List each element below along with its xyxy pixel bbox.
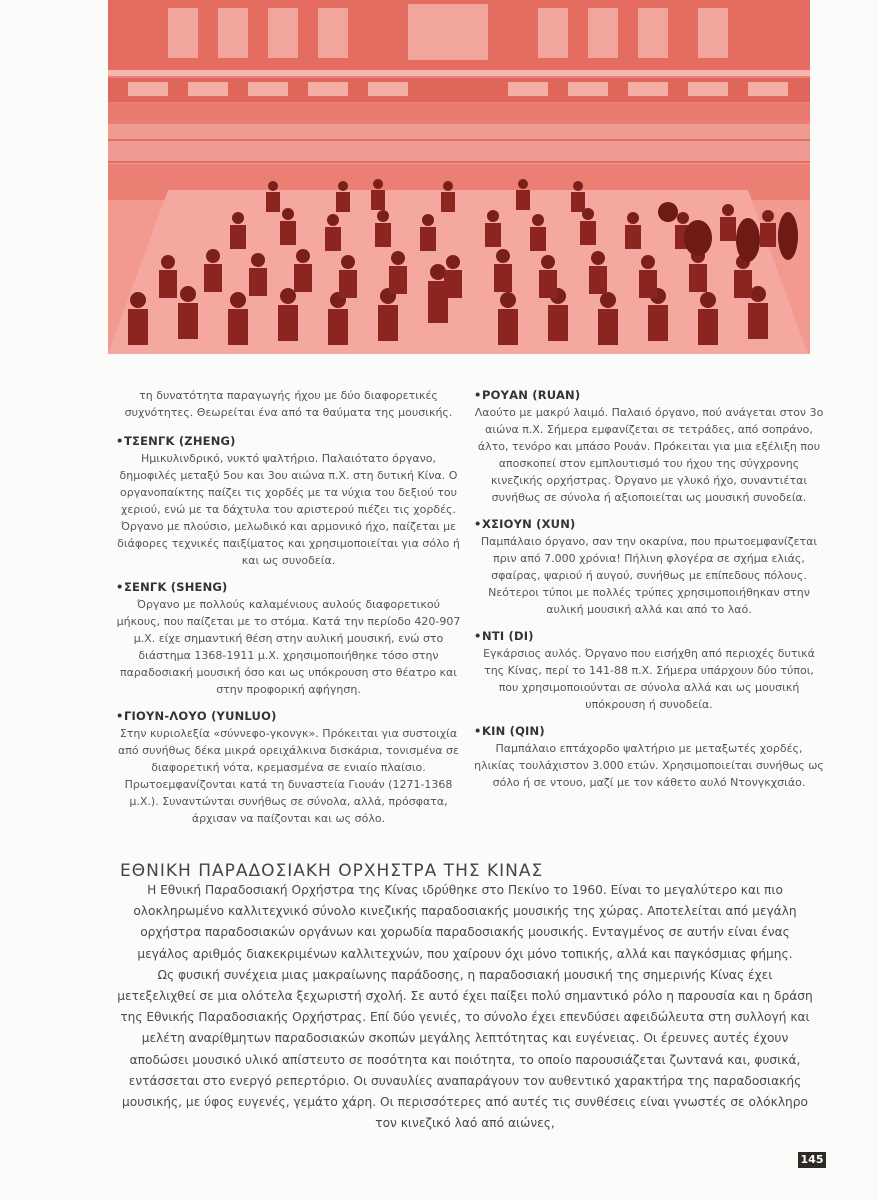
instrument-title: •ΡΟΥΑΝ (RUAN)	[474, 388, 581, 402]
instrument-description: Παμπάλαιο επτάχορδο ψαλτήριο με μεταξωτές χορδές, ηλικίας τουλάχιστον 3.000 ετών. Χρησιμοποιείται συνήθως ως σόλο ή σε ντουο, μαζί με τον κάθετο αυλό Ντονγκχσιάο.	[474, 742, 824, 789]
bullet-icon: •	[474, 388, 482, 402]
page-number: 145	[798, 1152, 826, 1168]
section-paragraph: Ως φυσική συνέχεια μιας μακραίωνης παράδοσης, η παραδοσιακή μουσική της σημερινής Κίνας έχει μετεξελιχθεί σε μια ολότελα ξεχωριστή σχολή. Σε αυτό έχει παίξει πολύ σημαντικό ρόλο η παρουσία και η δράση της Εθνικής Παραδοσιακής Ορχήστρας. Επί δύο γενιές, το σύνολο έχει επενδύσει αφειδώλευτα στη συλλογή και μελέτη αναρίθμητων παραδοσιακών σκοπών μεγάλης λεπτότητας και ευγένειας. Οι έρευνες αυτές έχουν αποδώσει μουσικό υλικό απίστευτο σε ποσότητα και ποιότητα, το οποίο παρουσιάζεται ζωντανά και, φυσικά, εντάσσεται στο ενεργό ρεπερτόριο. Οι συναυλίες αναπαράγουν τον αυθεντικό χαρακτήρα της παραδοσιακής μουσικής, με ύφος ευγενές, γεμάτο χάρη. Οι περισσότερες από αυτές τις συνθέσεις είναι γνωστές σε ολόκληρο τον κινεζικό λαό από αιώνες,	[117, 967, 813, 1131]
instrument-entry-zheng	[116, 433, 461, 569]
bullet-icon: •	[116, 709, 124, 723]
instrument-title: •ΤΣΕΝΓΚ (ZHENG)	[116, 434, 236, 448]
instrument-entry-qin	[474, 723, 824, 791]
instrument-entry-yunluo	[116, 708, 461, 827]
bullet-icon: •	[474, 629, 482, 643]
instrument-description: Εγκάρσιος αυλός. Όργανο που εισήχθη από περιοχές δυτικά της Κίνας, περί το 141-88 π.Χ. Σήμερα υπάρχουν δύο τύποι, που χρησιμοποιούνται σε σύνολα αλλά και ως μουσική υπόκρουση ή συνοδεία.	[483, 647, 815, 711]
bullet-icon: •	[474, 517, 482, 531]
orchestra-photo	[108, 0, 810, 354]
instrument-description: Όργανο με πολλούς καλαμένιους αυλούς διαφορετικού μήκους, που παίζεται με το στόμα. Κατά την περίοδο 420-907 μ.Χ. είχε σημαντική θέση στην αυλική μουσική, ενώ στο διάστημα 1368-1911 μ.Χ. χρησιμοποιήθηκε τόσο στην παραδοσιακή μουσική όσο και ως υπόκρουση στο θέατρο και στην προφορική αφήγηση.	[116, 598, 461, 696]
instrument-title: •ΓΙΟΥΝ-ΛΟΥΟ (YUNLUO)	[116, 709, 277, 723]
instrument-title: •ΧΣΙΟΥΝ (XUN)	[474, 517, 576, 531]
instrument-description: Λαούτο με μακρύ λαιμό. Παλαιό όργανο, πού ανάγεται στον 3ο αιώνα π.Χ. Σήμερα εμφανίζεται σε τετράδες, από σοπράνο, άλτο, τενόρο και μπάσο Ρουάν. Πρόκειται για μια εξέλιξη που αποσκοπεί στον εμπλουτισμό του ήχου της σύγχρονης κινεζικής ορχήστρας. Όργανο με γλυκό ήχο, συναντιέται συνήθως σε σύνολα ή αξιοποιείται ως μουσική συνοδεία.	[474, 406, 824, 504]
section-heading: ΕΘΝΙΚΗ ΠΑΡΑΔΟΣΙΑΚΗ ΟΡΧΗΣΤΡΑ ΤΗΣ ΚΙΝΑΣ	[120, 861, 544, 881]
bullet-icon: •	[116, 580, 124, 594]
instrument-title: •ΝΤΙ (DI)	[474, 629, 534, 643]
orchestra-photo-illustration	[108, 0, 810, 354]
instrument-entry-sheng	[116, 579, 461, 698]
instrument-entry-ruan	[474, 387, 824, 506]
section-body	[117, 880, 813, 1134]
instrument-entry-xun	[474, 516, 824, 618]
instrument-description: Παμπάλαιο όργανο, σαν την οκαρίνα, που πρωτοεμφανίζεται πριν από 7.000 χρόνια! Πήλινη φλογέρα σε σχήμα ελιάς, σφαίρας, ψαριού ή αυγού, συνήθως με επίπεδους πόλους. Νεότεροι τύποι με πολλές τρύπες χρησιμοποιήθηκαν στην αυλική μουσική αλλά και από το λαό.	[480, 535, 818, 616]
instrument-description: Ημικυλινδρικό, νυκτό ψαλτήριο. Παλαιότατο όργανο, δημοφιλές μεταξύ 5ου και 3ου αιώνα π.Χ. στη δυτική Κίνα. Ο οργανοπαίκτης παίζει τις χορδές με τα νύχια του δεξιού του χεριού, ενώ με τα δάχτυλα του αριστερού πιέζει τις χορδές. Όργανο με πλούσιο, μελωδικό και αρμονικό ήχο, παίζεται με διάφορες τεχνικές παιξίματος και χρησιμοποιείται για σόλο ή και ως συνοδεία.	[117, 452, 460, 567]
bullet-icon: •	[116, 434, 124, 448]
instrument-title: •ΣΕΝΓΚ (SHENG)	[116, 580, 228, 594]
left-column	[116, 387, 461, 837]
section-paragraph: Η Εθνική Παραδοσιακή Ορχήστρα της Κίνας ιδρύθηκε στο Πεκίνο το 1960. Είναι το μεγαλύτερο και πιο ολοκληρωμένο καλλιτεχνικό σύνολο κινεζικής παραδοσιακής μουσικής της χώρας. Αποτελείται από μεγάλη ορχήστρα παραδοσιακών οργάνων και χορωδία παραδοσιακής μουσικής. Ενταγμένος σε αυτήν είναι ένας μεγάλος αριθμός διακεκριμένων καλλιτεχνών, που χαίρουν όχι μόνο τοπικής, αλλά και παγκόσμιας φήμης.	[133, 883, 797, 961]
instrument-entry-di	[474, 628, 824, 713]
instrument-title: •ΚΙΝ (QIN)	[474, 724, 545, 738]
right-column	[474, 387, 824, 801]
bullet-icon: •	[474, 724, 482, 738]
continuation-text: τη δυνατότητα παραγωγής ήχου με δύο διαφορετικές συχνότητες. Θεωρείται ένα από τα θαύματα της μουσικής.	[124, 389, 453, 419]
instrument-description: Στην κυριολεξία «σύννεφο-γκονγκ». Πρόκειται για συστοιχία από συνήθως δέκα μικρά ορειχάλκινα δισκάρια, τονισμένα σε διαφορετική νότα, κρεμασμένα σε ενιαίο πλαίσιο. Πρωτοεμφανίζονται κατά τη δυναστεία Γιουάν (1271-1368 μ.Χ.). Συναντώνται συνήθως σε σύνολα, αλλά, πρόσφατα, άρχισαν να παίζονται και ως σόλο.	[118, 727, 459, 825]
